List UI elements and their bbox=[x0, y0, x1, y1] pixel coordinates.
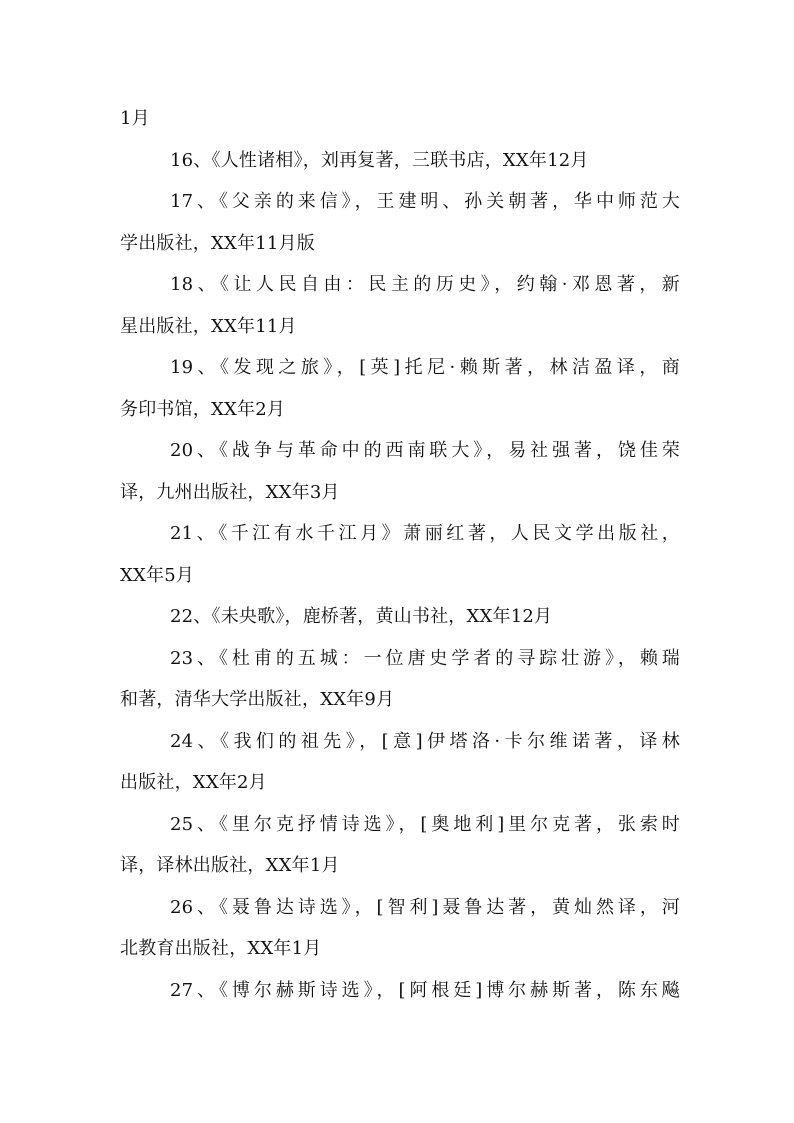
text-line: 19、《发现之旅》，[英]托尼·赖斯著，林洁盈译，商 bbox=[170, 357, 680, 378]
bibliography-text bbox=[120, 98, 680, 1011]
text-line: 24、《我们的祖先》，[意]伊塔洛·卡尔维诺著，译林 bbox=[170, 730, 680, 752]
text-line: 17、《父亲的来信》，王建明、孙关朝著，华中师范大 bbox=[170, 191, 680, 212]
text-line: 16、《人性诸相》，刘再复著，三联书店，XX年12月 bbox=[170, 149, 589, 171]
text-line: 22、《未央歌》，鹿桥著，黄山书社，XX年12月 bbox=[170, 606, 553, 627]
text-line: XX年5月 bbox=[120, 564, 195, 586]
text-line: 26、《聂鲁达诗选》，[智利]聂鲁达著，黄灿然译，河 bbox=[170, 896, 680, 918]
text-line: 译，译林出版社，XX年1月 bbox=[120, 855, 340, 876]
text-line: 学出版社，XX年11月版 bbox=[120, 232, 315, 254]
text-line: 译，九州出版社，XX年3月 bbox=[120, 481, 340, 503]
text-line: 21、《千江有水千江月》萧丽红著，人民文学出版社， bbox=[170, 523, 680, 544]
text-line: 23、《杜甫的五城：一位唐史学者的寻踪壮游》，赖瑞 bbox=[170, 647, 680, 669]
text-line: 出版社，XX年2月 bbox=[120, 772, 267, 793]
text-line: 18、《让人民自由：民主的历史》，约翰·邓恩著，新 bbox=[170, 274, 680, 295]
text-line: 和著，清华大学出版社，XX年9月 bbox=[120, 689, 395, 710]
text-line: 27、《博尔赫斯诗选》，[阿根廷]博尔赫斯著，陈东飚 bbox=[170, 979, 680, 1001]
text-line: 25、《里尔克抒情诗选》，[奥地利]里尔克著，张索时 bbox=[170, 813, 680, 835]
text-line: 北教育出版社，XX年1月 bbox=[120, 938, 322, 959]
text-line: 星出版社，XX年11月 bbox=[120, 315, 297, 337]
text-line: 1月 bbox=[120, 108, 150, 129]
text-line: 20、《战争与革命中的西南联大》，易社强著，饶佳荣 bbox=[170, 440, 680, 461]
text-line: 务印书馆，XX年2月 bbox=[120, 398, 286, 420]
